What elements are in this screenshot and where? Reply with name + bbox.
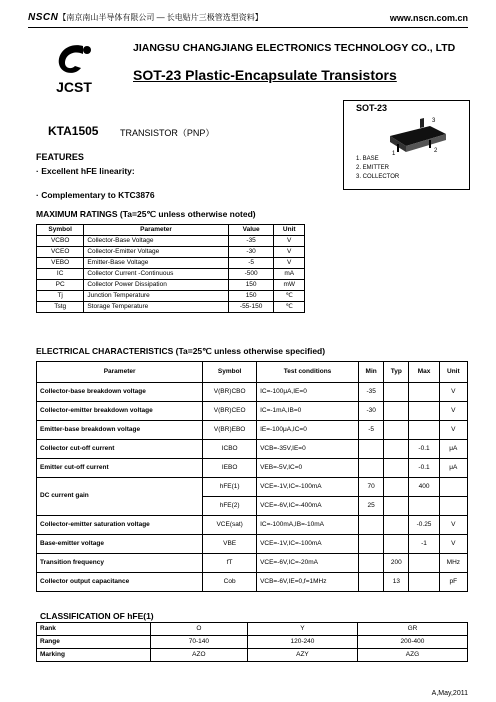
table-cell: VCB=-6V,IE=0,f=1MHz — [257, 573, 359, 592]
table-cell — [439, 497, 467, 516]
table-cell — [409, 554, 439, 573]
column-header: Max — [409, 362, 439, 383]
table-cell — [384, 402, 409, 421]
company-name: JIANGSU CHANGJIANG ELECTRONICS TECHNOLOGY CO., LTD — [133, 42, 456, 54]
column-header: Typ — [384, 362, 409, 383]
table-cell: -30 — [359, 402, 384, 421]
table-header-row — [37, 225, 305, 236]
feature-item: · Excellent hFE linearity: — [36, 166, 135, 176]
table-cell: -0.25 — [409, 516, 439, 535]
table-cell: μA — [439, 440, 467, 459]
header-url[interactable]: www.nscn.com.cn — [389, 13, 468, 23]
table-cell — [409, 573, 439, 592]
table-cell: IC=-1mA,IB=0 — [257, 402, 359, 421]
table-cell: V — [274, 258, 305, 269]
table-cell: Emitter cut-off current — [37, 459, 203, 478]
table-cell: 200 — [384, 554, 409, 573]
table-cell: V — [439, 535, 467, 554]
table-cell: 400 — [409, 478, 439, 497]
table-cell: V — [439, 421, 467, 440]
table-cell: 25 — [359, 497, 384, 516]
classification-heading: CLASSIFICATION OF hFE(1) — [40, 611, 154, 621]
table-cell: V(BR)CBO — [203, 383, 257, 402]
table-cell: Transition frequency — [37, 554, 203, 573]
table-row — [37, 258, 305, 269]
table-cell: V — [274, 247, 305, 258]
table-row — [37, 636, 468, 649]
table-cell: Collector-emitter saturation voltage — [37, 516, 203, 535]
column-header: Unit — [274, 225, 305, 236]
max-ratings-table — [36, 224, 305, 313]
table-cell: Collector-base breakdown voltage — [37, 383, 203, 402]
package-legend-item: 1. BASE — [356, 156, 379, 162]
pin-label: 1 — [392, 151, 396, 156]
table-cell: 70 — [359, 478, 384, 497]
table-row — [37, 280, 305, 291]
table-cell — [384, 440, 409, 459]
table-cell: fT — [203, 554, 257, 573]
table-cell: IC — [37, 269, 84, 280]
table-cell: VCB=-35V,IE=0 — [257, 440, 359, 459]
table-cell — [384, 421, 409, 440]
table-cell: Collector Current -Continuous — [84, 269, 228, 280]
table-cell: hFE(2) — [203, 497, 257, 516]
table-row — [37, 421, 468, 440]
column-header: Min — [359, 362, 384, 383]
elec-char-table — [36, 361, 468, 592]
table-row — [37, 402, 468, 421]
table-cell: Junction Temperature — [84, 291, 228, 302]
package-name: SOT-23 — [356, 103, 388, 113]
table-cell: AZG — [357, 649, 467, 662]
table-cell: Range — [37, 636, 151, 649]
column-header: Unit — [439, 362, 467, 383]
feature-item: · Complementary to KTC3876 — [36, 190, 155, 200]
table-row — [37, 554, 468, 573]
table-cell: Cob — [203, 573, 257, 592]
table-cell: ℃ — [274, 291, 305, 302]
table-cell: Collector cut-off current — [37, 440, 203, 459]
table-cell: Emitter-Base Voltage — [84, 258, 228, 269]
package-legend-item: 2. EMITTER — [356, 165, 390, 171]
table-cell: VCE=-6V,IC=-20mA — [257, 554, 359, 573]
part-number: KTA1505 — [48, 124, 99, 138]
logo-text: JCST — [56, 79, 92, 95]
pin-label: 2 — [434, 148, 438, 154]
top-header — [28, 12, 468, 26]
table-cell: VCBO — [37, 236, 84, 247]
table-cell: pF — [439, 573, 467, 592]
brand-name: NSCN — [28, 12, 59, 23]
table-cell: V — [439, 383, 467, 402]
table-row — [37, 649, 468, 662]
table-row — [37, 623, 468, 636]
table-cell: IE=-100μA,IC=0 — [257, 421, 359, 440]
table-row — [37, 291, 305, 302]
part-description: TRANSISTOR（PNP） — [120, 128, 215, 138]
table-cell: 150 — [228, 280, 274, 291]
table-cell: AZO — [150, 649, 247, 662]
table-cell: VEB=-5V,IC=0 — [257, 459, 359, 478]
column-header: Value — [228, 225, 274, 236]
table-cell: Collector Power Dissipation — [84, 280, 228, 291]
max-ratings-heading: MAXIMUM RATINGS (Ta=25℃ unless otherwise noted) — [36, 209, 256, 219]
table-cell — [439, 478, 467, 497]
table-cell — [409, 402, 439, 421]
table-cell — [384, 459, 409, 478]
table-cell: VCE(sat) — [203, 516, 257, 535]
table-row — [37, 236, 305, 247]
table-cell: IC=-100mA,IB=-10mA — [257, 516, 359, 535]
column-header: Parameter — [37, 362, 203, 383]
table-cell: -0.1 — [409, 440, 439, 459]
table-cell: VCE=-1V,IC=-100mA — [257, 535, 359, 554]
table-cell: PC — [37, 280, 84, 291]
table-cell: VCEO — [37, 247, 84, 258]
table-cell: V — [439, 516, 467, 535]
table-row — [37, 516, 468, 535]
table-cell: Collector-emitter breakdown voltage — [37, 402, 203, 421]
features-heading: FEATURES — [36, 152, 84, 162]
table-cell: Emitter-base breakdown voltage — [37, 421, 203, 440]
table-row — [37, 383, 468, 402]
table-row — [37, 302, 305, 313]
table-cell: 120-240 — [247, 636, 357, 649]
table-header-row — [37, 362, 468, 383]
table-cell — [384, 478, 409, 497]
table-row — [37, 478, 468, 497]
table-cell: -0.1 — [409, 459, 439, 478]
table-cell: ICBO — [203, 440, 257, 459]
table-cell — [359, 535, 384, 554]
table-cell: 150 — [228, 291, 274, 302]
table-cell: GR — [357, 623, 467, 636]
table-cell: Collector-Emitter Voltage — [84, 247, 228, 258]
footer-date: A,May,2011 — [431, 690, 468, 697]
table-row — [37, 573, 468, 592]
header-rule — [28, 27, 468, 28]
table-cell: -35 — [228, 236, 274, 247]
table-cell: ℃ — [274, 302, 305, 313]
table-cell: IC=-100μA,IE=0 — [257, 383, 359, 402]
table-cell: VCE=-1V,IC=-100mA — [257, 478, 359, 497]
classification-table — [36, 622, 468, 662]
table-cell — [409, 497, 439, 516]
column-header: Symbol — [203, 362, 257, 383]
page-title: SOT-23 Plastic-Encapsulate Transistors — [133, 67, 397, 83]
table-cell: 70-140 — [150, 636, 247, 649]
table-cell: Marking — [37, 649, 151, 662]
table-row — [37, 247, 305, 258]
table-cell — [384, 383, 409, 402]
table-cell: -500 — [228, 269, 274, 280]
logo-mark-icon — [45, 38, 103, 96]
table-cell: VCE=-6V,IC=-400mA — [257, 497, 359, 516]
table-row — [37, 459, 468, 478]
column-header: Symbol — [37, 225, 84, 236]
table-cell: -35 — [359, 383, 384, 402]
table-cell: VEBO — [37, 258, 84, 269]
column-header: Test conditions — [257, 362, 359, 383]
table-cell: V — [274, 236, 305, 247]
table-cell — [359, 516, 384, 535]
table-cell: Tj — [37, 291, 84, 302]
table-cell: Tstg — [37, 302, 84, 313]
table-cell: V(BR)EBO — [203, 421, 257, 440]
sot23-package-icon — [380, 114, 460, 156]
table-cell — [384, 497, 409, 516]
table-cell: Y — [247, 623, 357, 636]
table-cell: -5 — [228, 258, 274, 269]
table-cell: hFE(1) — [203, 478, 257, 497]
table-row — [37, 440, 468, 459]
table-cell: VBE — [203, 535, 257, 554]
table-cell: V — [439, 402, 467, 421]
table-cell: -5 — [359, 421, 384, 440]
table-cell: Collector output capacitance — [37, 573, 203, 592]
brand-note: 【南京南山半导体有限公司 — 长电贴片三极管选型资料】 — [58, 13, 263, 22]
table-cell: mW — [274, 280, 305, 291]
column-header: Parameter — [84, 225, 228, 236]
table-cell: 13 — [384, 573, 409, 592]
table-cell: IEBO — [203, 459, 257, 478]
table-cell: Base-emitter voltage — [37, 535, 203, 554]
table-cell: -1 — [409, 535, 439, 554]
table-cell: MHz — [439, 554, 467, 573]
table-cell: Collector-Base Voltage — [84, 236, 228, 247]
table-row — [37, 535, 468, 554]
table-cell: Storage Temperature — [84, 302, 228, 313]
table-cell — [359, 554, 384, 573]
pin-label: 3 — [432, 118, 436, 124]
package-legend-item: 3. COLLECTOR — [356, 174, 400, 180]
table-cell: -30 — [228, 247, 274, 258]
table-cell — [359, 573, 384, 592]
table-cell — [409, 383, 439, 402]
table-cell: AZY — [247, 649, 357, 662]
table-row — [37, 269, 305, 280]
table-cell: O — [150, 623, 247, 636]
table-cell — [359, 459, 384, 478]
table-cell: -55-150 — [228, 302, 274, 313]
elec-char-heading: ELECTRICAL CHARACTERISTICS (Ta=25℃ unless otherwise specified) — [36, 346, 326, 356]
jcst-logo — [45, 38, 103, 96]
table-cell: 200-400 — [357, 636, 467, 649]
table-cell: Rank — [37, 623, 151, 636]
table-cell: V(BR)CEO — [203, 402, 257, 421]
table-cell: mA — [274, 269, 305, 280]
table-cell — [359, 440, 384, 459]
table-cell — [384, 535, 409, 554]
table-cell: μA — [439, 459, 467, 478]
table-cell — [409, 421, 439, 440]
table-cell: DC current gain — [37, 478, 203, 516]
table-cell — [384, 516, 409, 535]
